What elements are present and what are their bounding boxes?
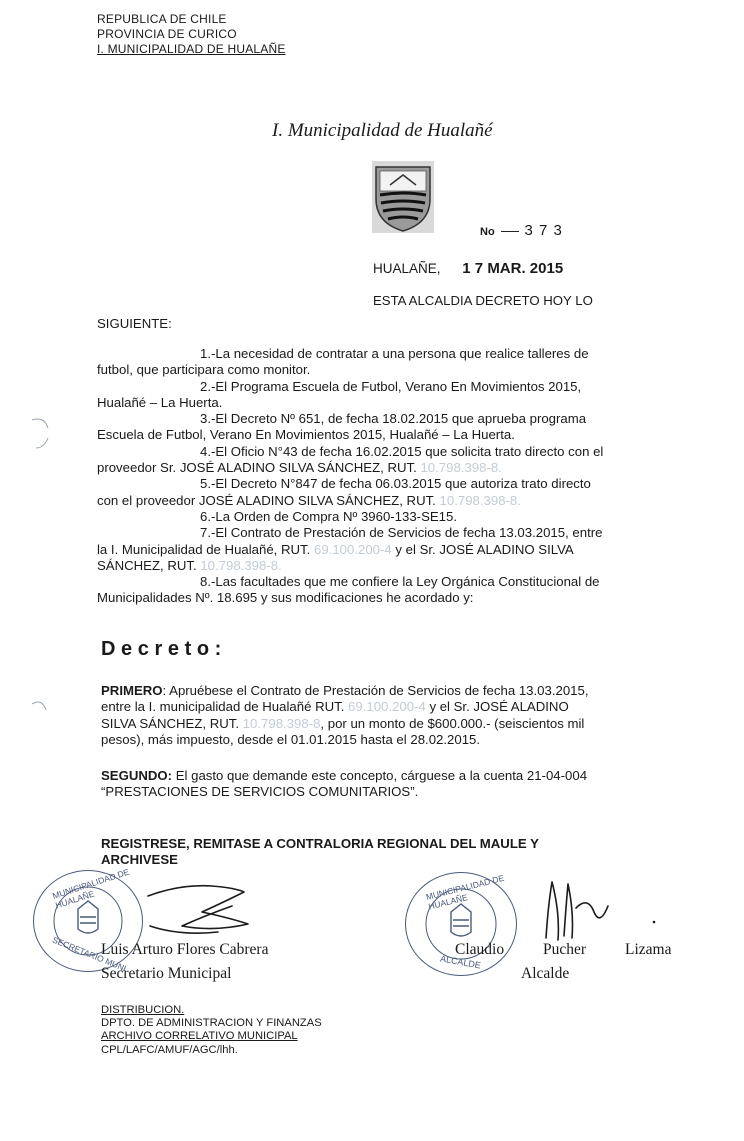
mayor-name-middle: Pucher (543, 941, 587, 958)
considerations (97, 346, 680, 607)
mayor-title: Alcalde (521, 965, 570, 982)
number-prefix: No (480, 226, 495, 238)
item-5-line-2: con el proveedor JOSÉ ALADINO SILVA SÁNCHEZ, RUT. 10.798.398-8. (97, 492, 521, 508)
header-municipality: I. MUNICIPALIDAD DE HUALAÑE (97, 42, 286, 56)
secretary-name: Luis Arturo Flores Cabrera (101, 941, 269, 958)
item-8-line-2: Municipalidades Nº. 18.695 y sus modificaciones he acordado y: (97, 590, 474, 606)
item-2-line-1: 2.-El Programa Escuela de Futbol, Verano En Movimientos 2015, (200, 378, 582, 394)
redacted-rut: 10.798.398-8. (439, 492, 521, 508)
header-province: PROVINCIA DE CURICO (97, 27, 237, 41)
coat-of-arms-logo (372, 161, 434, 233)
item-8-line-1: 8.-Las facultades que me confiere la Ley Orgánica Constitucional de (200, 574, 600, 590)
place-date (373, 260, 563, 277)
segundo-paragraph: SEGUNDO: El gasto que demande este concepto, cárguese a la cuenta 21-04-004 “PRESTACIONES DE SERVICIOS COMUNITARIOS”. (101, 768, 588, 800)
segundo-label: SEGUNDO: (101, 768, 173, 783)
item-5-line-1: 5.-El Decreto N°847 de fecha 06.03.2015 que autoriza trato directo (200, 476, 591, 492)
distribution-title: DISTRIBUCION. (101, 1004, 185, 1016)
redacted-rut: 69.100.200-4 (348, 699, 426, 715)
redacted-rut: 10.798.398-8 (242, 715, 321, 731)
distribution-block (101, 1004, 322, 1057)
secretary-title: Secretario Municipal (101, 965, 232, 982)
header-block (97, 12, 286, 57)
distribution-line-2: ARCHIVO CORRELATIVO MUNICIPAL (101, 1030, 298, 1043)
primero-label: PRIMERO (101, 683, 163, 698)
item-7-line-2: la I. Municipalidad de Hualañé, RUT. 69.100.200-4 y el Sr. JOSÉ ALADINO SILVA (97, 541, 574, 557)
item-3-line-1: 3.-El Decreto Nº 651, de fecha 18.02.2015 que aprueba programa (200, 411, 587, 427)
item-7-line-3: SÁNCHEZ, RUT. 10.798.398-8. (97, 557, 282, 573)
item-3-line-2: Escuela de Futbol, Verano En Movimientos 2015, Hualañé – La Huerta. (97, 427, 515, 443)
item-1-line-2: futbol, que participara como monitor. (97, 362, 311, 378)
stamp-text-bottom: SECRETARIO MUNI (50, 934, 128, 974)
header-republic: REPUBLICA DE CHILE (97, 12, 227, 26)
document-title: I. Municipalidad de Hualañé (272, 120, 493, 141)
secretary-signature (140, 862, 310, 942)
stamped-date: 1 7 MAR. 2015 (462, 260, 564, 277)
intro-line: ESTA ALCALDIA DECRETO HOY LO (373, 293, 593, 308)
primero-paragraph: PRIMERO: Apruébese el Contrato de Prestación de Servicios de fecha 13.03.2015, entre la I. municipalidad de Hualañé RUT. 69.100.200-4 y el Sr. JOSÉ ALADINO SILVA SÁNCHEZ, RUT. 10.798.398-8, por un monto de $600.000.- (seiscientos mil pesos), más impuesto, desde el 01.01.2015 hasta el 28.02.2015. (101, 683, 589, 747)
redacted-rut: 10.798.398-8. (200, 557, 282, 573)
punch-hole-mark (28, 414, 68, 454)
mayor-stamp (405, 872, 517, 976)
decree-number (480, 222, 563, 239)
punch-hole-mark (28, 694, 68, 724)
item-7-line-1: 7.-El Contrato de Prestación de Servicios de fecha 13.03.2015, entre (200, 525, 603, 541)
decreto-heading: Decreto: (101, 638, 227, 660)
redacted-rut: 10.798.398-8. (420, 460, 502, 476)
closing-line-2: ARCHIVESE (101, 852, 178, 868)
number-value: 3 7 3 (524, 222, 563, 239)
mayor-name-first: Claudio (455, 941, 505, 958)
closing-line-1: REGISTRESE, REMITASE A CONTRALORIA REGIONAL DEL MAULE Y (101, 836, 539, 851)
item-6: 6.-La Orden de Compra Nº 3960-133-SE15. (200, 508, 457, 524)
intro-continuation: SIGUIENTE: (97, 316, 172, 331)
item-2-line-2: Hualañé – La Huerta. (97, 394, 223, 410)
stamp-text-top: MUNICIPALIDAD DE HUALAÑE (51, 866, 131, 911)
item-4-line-2: proveedor Sr. JOSÉ ALADINO SILVA SÁNCHEZ, RUT. 10.798.398-8. (97, 460, 502, 476)
item-4-line-1: 4.-El Oficio N°43 de fecha 16.02.2015 que solicita trato directo con el (200, 443, 604, 459)
distribution-line-1: DPTO. DE ADMINISTRACION Y FINANZAS (101, 1017, 322, 1030)
stamp-text-bottom: ALCALDE (439, 953, 482, 971)
stamp-text-top: MUNICIPALIDAD DE HUALAÑE (424, 872, 506, 912)
mayor-name-last: Lizama (625, 941, 672, 958)
item-1-line-1: 1.-La necesidad de contratar a una persona que realice talleres de (200, 346, 589, 361)
place: HUALAÑE, (373, 261, 441, 276)
distribution-line-3: CPL/LAFC/AMUF/AGC/lhh. (101, 1043, 238, 1056)
redacted-rut: 69.100.200-4 (313, 541, 392, 557)
